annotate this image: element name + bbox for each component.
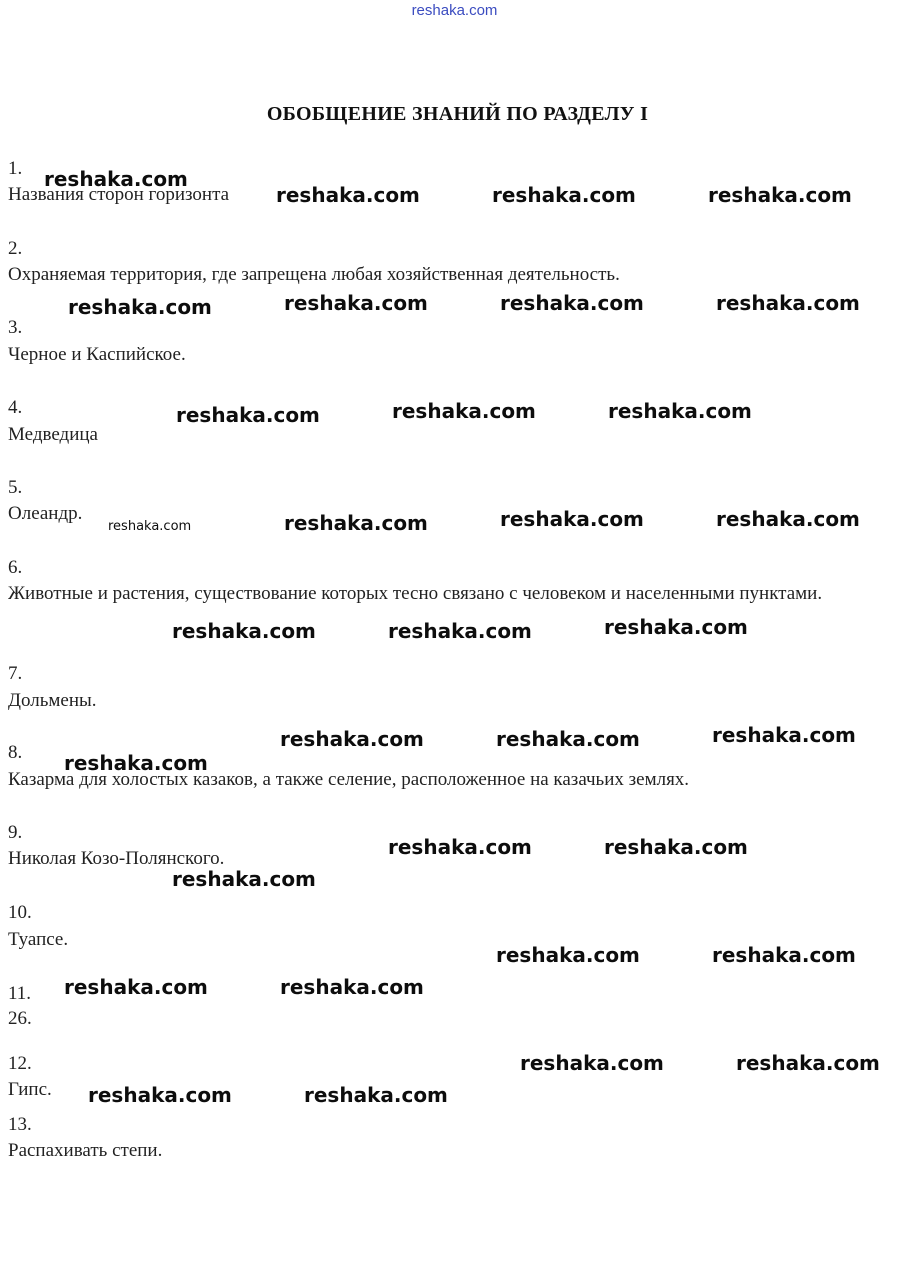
site-link[interactable]: reshaka.com [411, 2, 498, 19]
watermark: reshaka.com [712, 943, 856, 967]
watermark: reshaka.com [68, 295, 212, 319]
watermark: reshaka.com [88, 1083, 232, 1107]
watermark: reshaka.com [280, 727, 424, 751]
item-answer-1: Названия сторон горизонта [8, 184, 230, 205]
item-answer-9: Николая Козо-Полянского. [8, 848, 225, 869]
item-answer-10: Туапсе. [8, 929, 69, 950]
item-number-6: 6. [8, 557, 23, 578]
watermark: reshaka.com [280, 975, 424, 999]
item-answer-8: Казарма для холостых казаков, а также селение, расположенное на казачьих землях. [8, 769, 690, 790]
watermark: reshaka.com [520, 1051, 664, 1075]
item-answer-7: Дольмены. [8, 690, 97, 711]
watermark: reshaka.com [64, 751, 208, 775]
item-answer-13: Распахивать степи. [8, 1140, 163, 1161]
watermark: reshaka.com [716, 507, 860, 531]
page-title: ОБОБЩЕНИЕ ЗНАНИЙ ПО РАЗДЕЛУ I [266, 103, 649, 125]
item-answer-11: 26. [8, 1008, 32, 1029]
watermark: reshaka.com [604, 615, 748, 639]
item-answer-4: Медведица [8, 424, 98, 445]
watermark: reshaka.com [108, 519, 192, 534]
watermark: reshaka.com [284, 291, 428, 315]
watermark: reshaka.com [712, 723, 856, 747]
item-number-10: 10. [8, 902, 32, 923]
watermark: reshaka.com [284, 511, 428, 535]
item-number-12: 12. [8, 1053, 32, 1074]
item-number-4: 4. [8, 397, 23, 418]
item-number-1: 1. [8, 158, 23, 179]
watermark: reshaka.com [388, 835, 532, 859]
watermark: reshaka.com [500, 507, 644, 531]
watermark: reshaka.com [276, 183, 420, 207]
watermark: reshaka.com [172, 867, 316, 891]
watermark: reshaka.com [708, 183, 852, 207]
item-number-11: 11. [8, 983, 32, 1004]
item-number-8: 8. [8, 742, 23, 763]
watermark: reshaka.com [716, 291, 860, 315]
watermark: reshaka.com [392, 399, 536, 423]
watermark: reshaka.com [176, 403, 320, 427]
watermark: reshaka.com [172, 619, 316, 643]
item-answer-5: Олеандр. [8, 503, 83, 524]
watermark: reshaka.com [64, 975, 208, 999]
item-answer-6: Животные и растения, существование которых тесно связано с человеком и населенными пунктами. [8, 583, 823, 604]
item-answer-2: Охраняемая территория, где запрещена любая хозяйственная деятельность. [8, 264, 620, 285]
item-number-7: 7. [8, 663, 23, 684]
watermark: reshaka.com [608, 399, 752, 423]
item-number-2: 2. [8, 238, 23, 259]
watermark: reshaka.com [44, 167, 188, 191]
item-number-5: 5. [8, 477, 23, 498]
watermark: reshaka.com [736, 1051, 880, 1075]
watermark: reshaka.com [496, 943, 640, 967]
item-number-3: 3. [8, 317, 23, 338]
watermark: reshaka.com [304, 1083, 448, 1107]
item-number-9: 9. [8, 822, 23, 843]
watermark: reshaka.com [492, 183, 636, 207]
watermark: reshaka.com [500, 291, 644, 315]
watermark: reshaka.com [604, 835, 748, 859]
item-number-13: 13. [8, 1114, 32, 1135]
item-answer-3: Черное и Каспийское. [8, 344, 186, 365]
item-answer-12: Гипс. [8, 1079, 52, 1100]
watermark: reshaka.com [388, 619, 532, 643]
watermark: reshaka.com [496, 727, 640, 751]
